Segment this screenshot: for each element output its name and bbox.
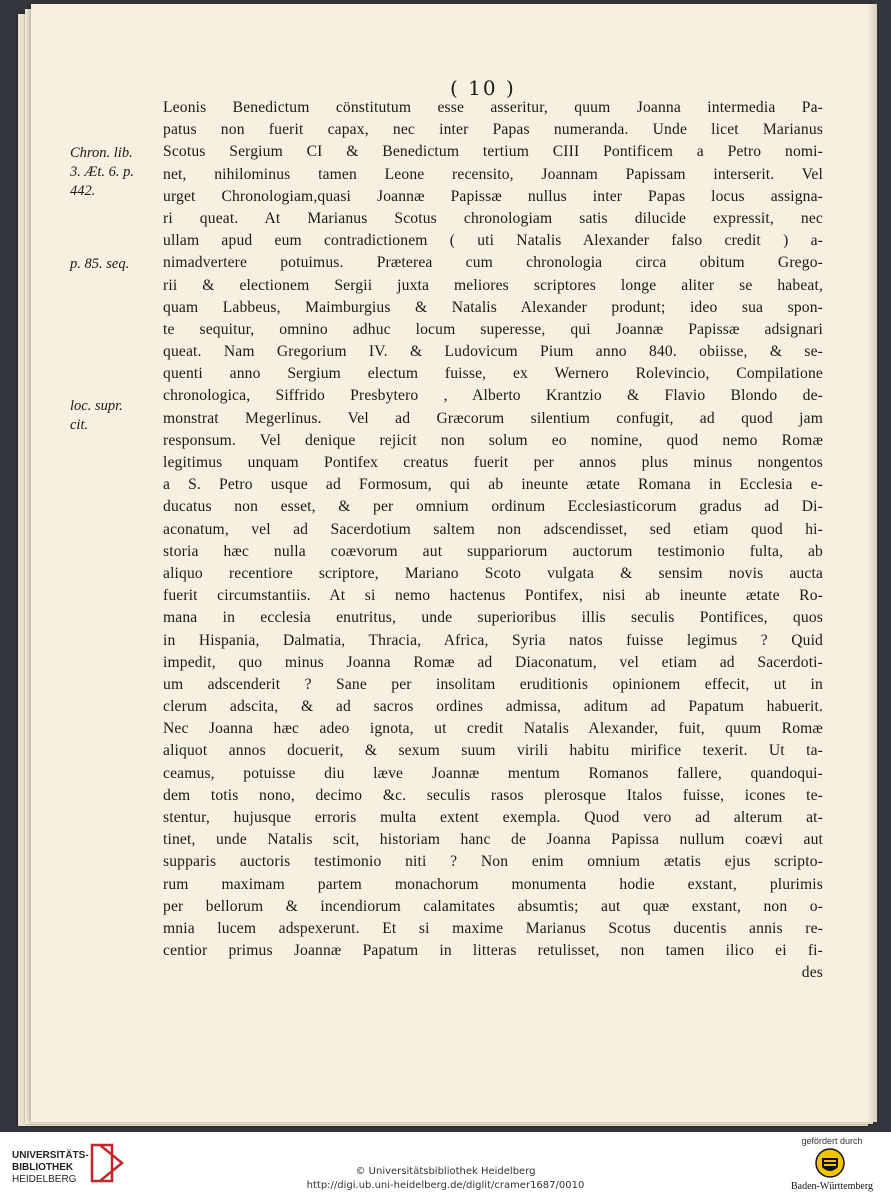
page-number: ( 10 ): [450, 76, 516, 100]
text-line: te sequitur, omnino adhuc locum superesse, qui Joannæ Papissæ adsignari: [163, 320, 823, 338]
text-line: centior primus Joannæ Papatum in litteras retulisset, non tamen ilico ei fi-: [163, 942, 823, 960]
text-line: fuerit circumstantiis. At si nemo hactenus Pontifex, nisi ab ineunte ætate Ro-: [163, 587, 823, 605]
footer-bar: [0, 1132, 891, 1195]
text-line: stentur, hujusque erroris multa extent exempla. Quod vero ad alterum at-: [163, 809, 823, 826]
text-line: quenti anno Sergium electum fuisse, ex Wernero Rolevincio, Compilatione: [163, 365, 823, 383]
text-line: urget Chronologiam,quasi Joannæ Papissæ nullus inter Papas locus assigna-: [163, 187, 823, 205]
text-line: quam Labbeus, Maimburgius & Natalis Alexander produnt; ideo sua spon-: [163, 298, 823, 316]
text-line: ceamus, potuisse diu læve Joannæ mentum Romanos fallere, quandoqui-: [163, 764, 823, 782]
text-line: Leonis Benedictum cönstitutum esse asseritur, quum Joanna intermedia Pa-: [163, 99, 823, 116]
text-line: mnia lucem adspexerunt. Et si maxime Marianus Scotus ducentis annis re-: [163, 919, 823, 937]
margin-note-line: 3. Æt. 6. p.: [70, 164, 135, 180]
text-line: aliquo recentiore scriptore, Mariano Scoto vulgata & sensim novis aucta: [163, 564, 823, 582]
margin-note-line: loc. supr.: [70, 398, 123, 414]
margin-note-line: 442.: [70, 183, 96, 199]
text-line: supparis auctoris testimonio niti ? Non enim omnium ætatis ejus scripto-: [163, 853, 823, 871]
text-line: patus non fuerit capax, nec inter Papas numeranda. Unde licet Marianus: [163, 121, 823, 139]
text-line: in Hispania, Dalmatia, Thracia, Africa, Syria natos fuisse legimus ? Quid: [163, 631, 823, 649]
state-crest-icon: [814, 1147, 846, 1179]
margin-note-page-ref: p. 85. seq.: [70, 256, 130, 272]
body-text: [163, 97, 823, 985]
margin-note-line: Chron. lib.: [70, 145, 133, 161]
text-line: dem totis nono, decimo &c. seculis rasos plerosque Italos fuisse, icones te-: [163, 786, 823, 804]
text-line: impedit, quo minus Joanna Romæ ad Diaconatum, vel etiam ad Sacerdoti-: [163, 653, 823, 671]
text-line: tinet, unde Natalis scit, historiam hanc de Joanna Papissa nullum coævi aut: [163, 831, 823, 849]
text-line: rum maximam partem monachorum monumenta hodie exstant, plurimis: [163, 875, 823, 893]
text-line: queat. Nam Gregorium IV. & Ludovicum Pium anno 840. obiisse, & se-: [163, 343, 823, 361]
library-name-line: UNIVERSITÄTS-: [12, 1150, 89, 1161]
library-name-line: HEIDELBERG: [12, 1174, 77, 1185]
text-line: legitimus unquam Pontifex creatus fuerit per annos plus minus nongentos: [163, 454, 823, 471]
text-line: aliquot annos docuerit, & sexum suum virili habitu mirifice texerit. Ut ta-: [163, 742, 823, 760]
text-line: Nec Joanna hæc adeo ignota, ut credit Natalis Alexander, fuit, quum Romæ: [163, 720, 823, 738]
margin-note-line: cit.: [70, 417, 89, 433]
text-line: clerum adscita, & ad sacros ordines admissa, aditum ad Papatum habuerit.: [163, 698, 823, 716]
sponsor-label: gefördert durch: [801, 1136, 863, 1146]
library-logo-icon: [90, 1141, 124, 1185]
text-line: nimadvertere potuimus. Præterea cum chronologia circa obitum Grego-: [163, 254, 823, 272]
sponsor-name: Baden-Württemberg: [790, 1181, 873, 1192]
text-line: per bellorum & incendiorum calamitates absumtis; aut quæ exstant, non o-: [163, 897, 823, 915]
permalink-url[interactable]: http://digi.ub.uni-heidelberg.de/diglit/cramer1687/0010: [306, 1180, 585, 1191]
text-line: rii & electionem Sergii juxta meliores scriptores longe aliter se habeat,: [163, 276, 823, 294]
text-line: net, nihilominus tamen Leone recensito, Joannam Papissam interserit. Vel: [163, 165, 823, 183]
copyright-text: © Universitätsbibliothek Heidelberg: [355, 1166, 536, 1177]
text-line: storia hæc nulla coævorum aut suppariorum auctorum testimonio fulta, ab: [163, 542, 823, 560]
text-line: aconatum, vel ad Sacerdotium saltem non adscendisset, sed etiam quod hi-: [163, 520, 823, 538]
text-line: chronologica, Siffrido Presbytero , Alberto Krantzio & Flavio Blondo de-: [163, 387, 823, 405]
margin-note-chron: [70, 144, 134, 201]
text-line: responsum. Vel denique rejicit non solum eo nomine, quod nemo Romæ: [163, 431, 823, 449]
text-line: Scotus Sergium CI & Benedictum tertium CIII Pontificem a Petro nomi-: [163, 143, 823, 161]
text-line: ducatus non esset, & per omnium ordinum Ecclesiasticorum gradus ad Di-: [163, 498, 823, 516]
text-line: ullam apud eum contradictionem ( uti Natalis Alexander falso credit ) a-: [163, 232, 823, 250]
text-line: mana in ecclesia enutritus, unde superioribus illis seculis Pontifices, quos: [163, 609, 823, 627]
text-line: um adscenderit ? Sane per insolitam eruditionis opinionem effecit, ut in: [163, 675, 823, 693]
margin-note-loc-cit: [70, 397, 123, 435]
library-name-line: BIBLIOTHEK: [12, 1162, 74, 1173]
text-line: des: [801, 964, 823, 982]
text-line: monstrat Megerlinus. Vel ad Græcorum silentium confugit, ad quod jam: [163, 409, 823, 427]
page-edge-shadow: [867, 4, 877, 1122]
text-line: a S. Petro usque ad Formosum, qui ab ineunte ætate Romana in Ecclesia e-: [163, 476, 823, 494]
text-line: ri queat. At Marianus Scotus chronologiam satis dilucide expressit, nec: [163, 209, 823, 227]
